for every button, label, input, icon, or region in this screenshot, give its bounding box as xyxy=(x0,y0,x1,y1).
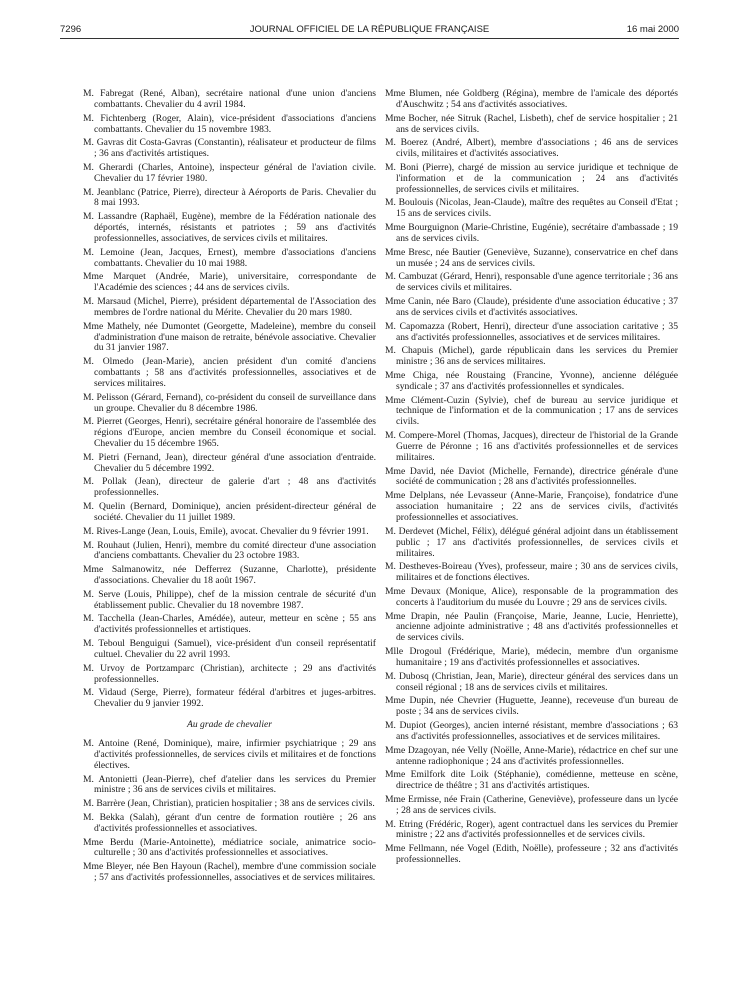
nominee-entry: Mme Dupin, née Chevrier (Huguette, Jeanne), receveuse d'un bureau de poste ; 34 ans de services civils. xyxy=(385,695,678,718)
nominee-entry: M. Boulouis (Nicolas, Jean-Claude), maître des requêtes au Conseil d'Etat ; 15 ans de services civils. xyxy=(385,197,678,220)
nominee-entry: M. Destheves-Boireau (Yves), professeur, maire ; 30 ans de services civils, militaires et de fonctions électives. xyxy=(385,561,678,584)
issue-date: 16 mai 2000 xyxy=(626,24,679,35)
nominee-entry: M. Chapuis (Michel), garde républicain dans les services du Premier ministre ; 36 ans de services militaires. xyxy=(385,345,678,368)
header-rule xyxy=(60,38,679,39)
nominee-entry: Mme Mathely, née Dumontet (Georgette, Madeleine), membre du conseil d'administration d'une maison de retraite, bénévole associative. Chevalier du 31 janvier 1987. xyxy=(83,320,376,354)
nominee-entry: M. Bekka (Salah), gérant d'un centre de formation routière ; 26 ans d'activités professionnelles et associatives. xyxy=(83,811,376,834)
nominee-entry: M. Etring (Frédéric, Roger), agent contractuel dans les services du Premier ministre ; 22 ans d'activités professionnelles et de services civils. xyxy=(385,818,678,841)
nominee-entry: Mme Canin, née Baro (Claude), présidente d'une association éducative ; 37 ans de services civils et d'activités associatives. xyxy=(385,296,678,318)
nominee-entry: Mme Delplans, née Levasseur (Anne-Marie, Françoise), fondatrice d'une association humanitaire ; 22 ans de services civils, d'activités professionnelles et associatives. xyxy=(385,490,678,523)
nominee-entry: M. Compere-Morel (Thomas, Jacques), directeur de l'historial de la Grande Guerre de Péronne ; 16 ans d'activités professionnelles et de services militaires. xyxy=(385,430,678,463)
journal-title: JOURNAL OFFICIEL DE LA RÉPUBLIQUE FRANÇAISE xyxy=(249,24,490,35)
nominee-entry: Mme Chiga, née Roustaing (Francine, Yvonne), ancienne déléguée syndicale ; 37 ans d'activités professionnelles et syndicales. xyxy=(385,369,678,392)
nominee-entry: M. Quelin (Bernard, Dominique), ancien président-directeur général de société. Chevalier du 11 juillet 1989. xyxy=(83,501,376,523)
nominee-entry: Mme Emilfork dite Loik (Stéphanie), comédienne, metteuse en scène, directrice de théâtre ; 31 ans d'activités artistiques. xyxy=(385,769,678,792)
nominee-entry: Mme Bleyer, née Ben Hayoun (Rachel), membre d'une commission sociale ; 57 ans d'activités professionnelles, associatives et de services militaires. xyxy=(83,861,376,884)
nominee-entry: M. Marsaud (Michel, Pierre), président départemental de l'Association des membres de l'ordre national du Mérite. Chevalier du 20 mars 1980. xyxy=(83,296,376,318)
nominee-entry: Mme Bocher, née Sitruk (Rachel, Lisbeth), chef de service hospitalier ; 21 ans de services civils. xyxy=(385,112,678,135)
nominee-entry: M. Pelisson (Gérard, Fernand), co-président du conseil de surveillance dans un groupe. Chevalier du 8 décembre 1986. xyxy=(83,391,376,414)
page-number: 7296 xyxy=(60,24,82,35)
nominee-entry: M. Cambuzat (Gérard, Henri), responsable d'une agence territoriale ; 36 ans de services civils et militaires. xyxy=(385,271,678,294)
left-column xyxy=(83,89,376,887)
nominee-entry: M. Tacchella (Jean-Charles, Amédée), auteur, metteur en scène ; 55 ans d'activités professionnelles et artistiques. xyxy=(83,613,376,636)
nominee-entry: Mlle Drogoul (Frédérique, Marie), médecin, membre d'un organisme humanitaire ; 19 ans d'activités professionnelles et associatives. xyxy=(385,646,678,668)
nominee-entry: M. Jeanblanc (Patrice, Pierre), directeur à Aéroports de Paris. Chevalier du 8 mai 1993. xyxy=(83,186,376,209)
grade-subheading: Au grade de chevalier xyxy=(187,719,272,731)
nominee-entry: M. Serve (Louis, Philippe), chef de la mission centrale de sécurité d'un établissement public. Chevalier du 18 novembre 1987. xyxy=(83,588,376,611)
nominee-entry: Mme Blumen, née Goldberg (Régina), membre de l'amicale des déportés d'Auschwitz ; 54 ans d'activités associatives. xyxy=(385,88,678,110)
nominee-entry: Mme Drapin, née Paulin (Françoise, Marie, Jeanne, Lucie, Henriette), ancienne adjointe administrative ; 48 ans d'activités professionnelles et de services civils. xyxy=(385,610,678,644)
nominee-entry: Mme Bresc, née Bautier (Geneviève, Suzanne), conservatrice en chef dans un musée ; 24 ans de services civils. xyxy=(385,246,678,269)
left-entries-after xyxy=(83,739,376,884)
nominee-entry: M. Boerez (André, Albert), membre d'associations ; 46 ans de services civils, militaires et d'activités associatives. xyxy=(385,137,678,160)
left-entries-before xyxy=(83,89,376,710)
nominee-entry: Mme Fellmann, née Vogel (Edith, Noëlle), professeure ; 32 ans d'activités professionnelles. xyxy=(385,843,678,866)
nominee-entry: M. Rives-Lange (Jean, Louis, Emile), avocat. Chevalier du 9 février 1991. xyxy=(83,525,369,537)
nominee-entry: M. Gavras dit Costa-Gavras (Constantin), réalisateur et producteur de films ; 36 ans d'activités artistiques. xyxy=(83,137,376,160)
nominee-entry: M. Lemoine (Jean, Jacques, Ernest), membre d'associations d'anciens combattants. Chevalier du 10 mai 1988. xyxy=(83,246,376,269)
nominee-entry: Mme Devaux (Monique, Alice), responsable de la programmation des concerts à l'auditorium du musée du Louvre ; 29 ans de services civils. xyxy=(385,585,678,608)
nominee-entry: M. Gherardi (Charles, Antoine), inspecteur général de l'aviation civile. Chevalier du 17 février 1980. xyxy=(83,161,376,184)
nominee-entry: M. Pietri (Fernand, Jean), directeur général d'une association d'entraide. Chevalier du 5 décembre 1992. xyxy=(83,451,376,474)
nominee-entry: M. Fichtenberg (Roger, Alain), vice-président d'associations d'anciens combattants. Chevalier du 15 novembre 1983. xyxy=(83,112,376,135)
nominee-entry: M. Barrère (Jean, Christian), praticien hospitalier ; 38 ans de services civils. xyxy=(83,798,375,810)
nominee-entry: M. Fabregat (René, Alban), secrétaire national d'une union d'anciens combattants. Chevalier du 4 avril 1984. xyxy=(83,88,376,110)
nominee-entry: M. Rouhaut (Julien, Henri), membre du comité directeur d'une association d'anciens combattants. Chevalier du 23 octobre 1983. xyxy=(83,539,376,562)
nominee-entry: M. Pierret (Georges, Henri), secrétaire général honoraire de l'assemblée des régions d'Europe, ancien membre du Conseil économique et social. Chevalier du 15 décembre 1965. xyxy=(83,416,376,450)
nominee-entry: M. Capomazza (Robert, Henri), directeur d'une association caritative ; 35 ans d'activités professionnelles, associatives et de services militaires. xyxy=(385,320,678,343)
nominee-entry: M. Dubosq (Christian, Jean, Marie), directeur général des services dans un conseil régional ; 18 ans de services civils et militaires. xyxy=(385,670,678,693)
nominee-entry: Mme Clément-Cuzin (Sylvie), chef de bureau au service juridique et technique de l'information et de la communication ; 17 ans de services civils. xyxy=(385,394,678,428)
nominee-entry: M. Olmedo (Jean-Marie), ancien président d'un comité d'anciens combattants ; 58 ans d'activités professionnelles, associatives et de services militaires. xyxy=(83,356,376,389)
nominee-entry: Mme Salmanowitz, née Defferrez (Suzanne, Charlotte), présidente d'associations. Chevalier du 18 août 1967. xyxy=(83,564,376,587)
nominee-entry: Mme Berdu (Marie-Antoinette), médiatrice sociale, animatrice socio-culturelle ; 30 ans d'activités professionnelles et associatives. xyxy=(83,836,376,859)
nominee-entry: M. Boni (Pierre), chargé de mission au service juridique et technique de l'information et de la communication ; 24 ans d'activités professionnelles, de services civils et militaires. xyxy=(385,161,678,195)
nominee-entry: M. Teboul Benguigui (Samuel), vice-président d'un conseil représentatif cultuel. Chevalier du 22 avril 1993. xyxy=(83,638,376,660)
right-column xyxy=(385,89,678,869)
right-entries xyxy=(385,89,678,866)
nominee-entry: Mme David, née Daviot (Michelle, Fernande), directrice générale d'une société de communication ; 28 ans d'activités professionnelles. xyxy=(385,465,678,488)
nominee-entry: M. Urvoy de Portzamparc (Christian), architecte ; 29 ans d'activités professionnelles. xyxy=(83,662,376,685)
nominee-entry: M. Antoine (René, Dominique), maire, infirmier psychiatrique ; 29 ans d'activités professionnelles, de services civils et militaires et de fonctions électives. xyxy=(83,737,376,771)
nominee-entry: M. Antonietti (Jean-Pierre), chef d'atelier dans les services du Premier ministre ; 36 ans de services civils et militaires. xyxy=(83,773,376,796)
nominee-entry: Mme Marquet (Andrée, Marie), universitaire, correspondante de l'Académie des sciences ; 44 ans de services civils. xyxy=(83,271,376,294)
nominee-entry: Mme Dzagoyan, née Velly (Noëlle, Anne-Marie), rédactrice en chef sur une antenne radiophonique ; 24 ans d'activités professionnelles. xyxy=(385,744,678,767)
nominee-entry: M. Derdevet (Michel, Félix), délégué général adjoint dans un établissement public ; 17 ans d'activités professionnelles, de services civils et militaires. xyxy=(385,525,678,559)
nominee-entry: M. Pollak (Jean), directeur de galerie d'art ; 48 ans d'activités professionnelles. xyxy=(83,476,376,499)
nominee-entry: Mme Ermisse, née Frain (Catherine, Geneviève), professeure dans un lycée ; 28 ans de services civils. xyxy=(385,793,678,816)
nominee-entry: M. Vidaud (Serge, Pierre), formateur fédéral d'arbitres et juges-arbitres. Chevalier du 9 janvier 1992. xyxy=(83,687,376,710)
nominee-entry: M. Dupiot (Georges), ancien interné résistant, membre d'associations ; 63 ans d'activités professionnelles, associatives et de services militaires. xyxy=(385,719,678,742)
nominee-entry: M. Lassandre (Raphaël, Eugène), membre de la Fédération nationale des déportés, internés, résistants et patriotes ; 59 ans d'activités professionnelles, associatives, de services civils et militaires. xyxy=(83,211,376,244)
nominee-entry: Mme Bourguignon (Marie-Christine, Eugénie), secrétaire d'ambassade ; 19 ans de services civils. xyxy=(385,222,678,244)
